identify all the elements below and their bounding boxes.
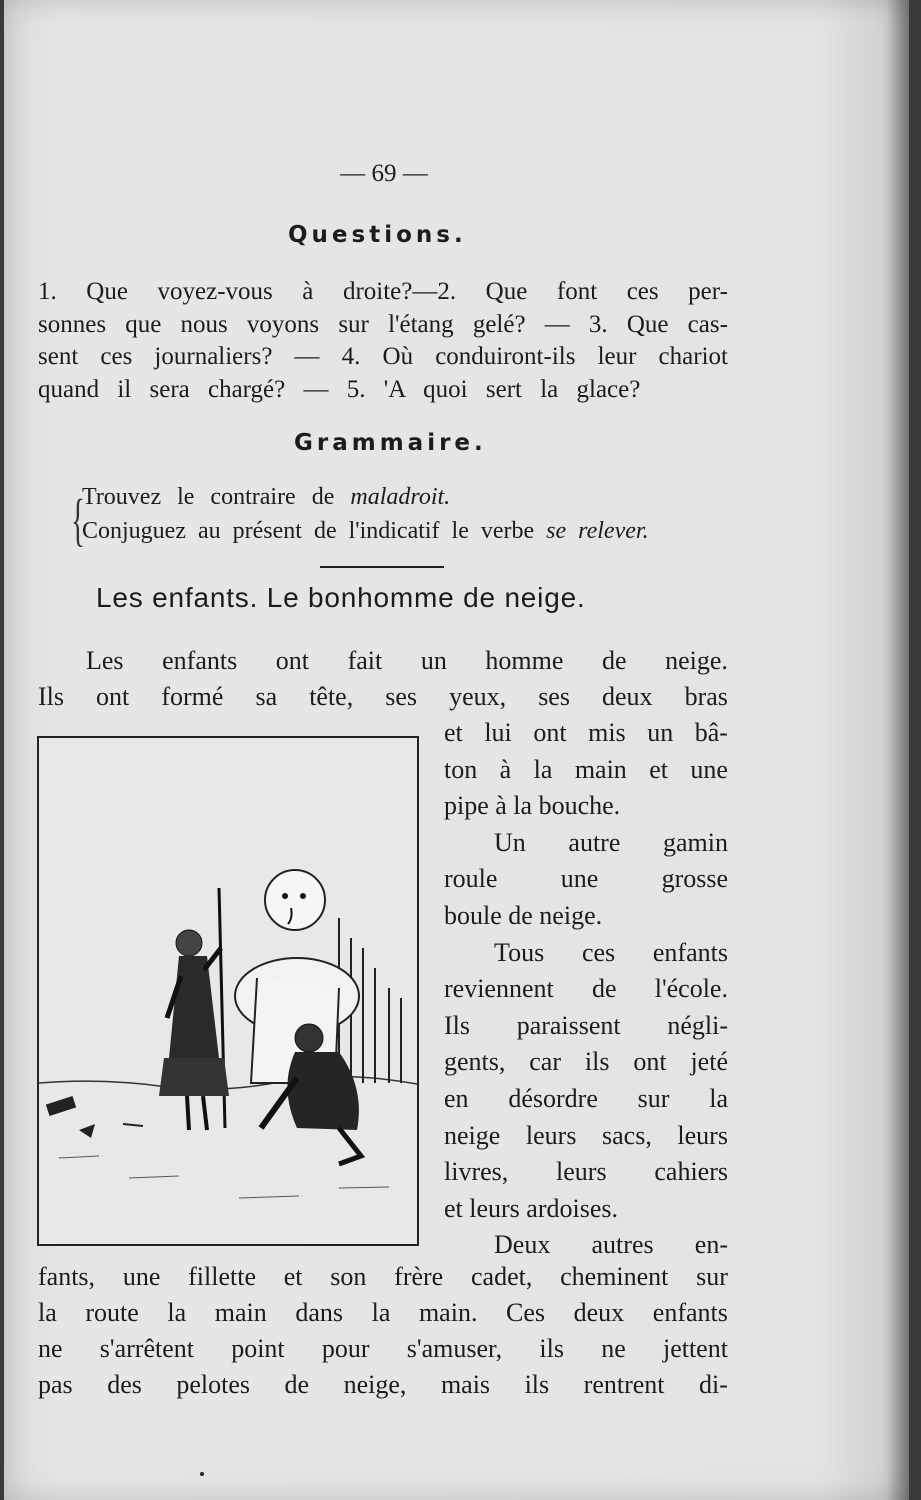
snowman-drawing <box>39 738 417 1244</box>
body-line: pipe à la bouche. <box>444 791 621 821</box>
body-line: Un autre gamin <box>494 827 728 857</box>
question-line: quand il sera chargé? — 5. 'A quoi sert la glace? <box>38 376 641 403</box>
grammar-exercise-1: Trouvez le contraire de maladroit. <box>82 484 451 510</box>
body-line: Les enfants ont fait un homme de neige. <box>86 646 728 675</box>
body-line: Deux autres en- <box>494 1230 728 1260</box>
body-line: gents, car ils ont jeté <box>444 1047 728 1077</box>
body-line: pas des pelotes de neige, mais ils rentrent di- <box>38 1370 728 1399</box>
body-line: neige leurs sacs, leurs <box>444 1120 728 1150</box>
question-line: sent ces journaliers? — 4. Où conduiront-ils leur chariot <box>38 343 728 370</box>
body-line: en désordre sur la <box>444 1084 728 1113</box>
body-line: et lui ont mis un bâ- <box>444 718 728 747</box>
snowman-illustration <box>37 736 419 1246</box>
grammar-exercise-2: Conjuguez au présent de l'indicatif le verbe se relever. <box>82 518 649 544</box>
body-line: roule une grosse <box>444 864 728 894</box>
body-line: livres, leurs cahiers <box>444 1157 728 1187</box>
grammaire-heading: Grammaire. <box>294 430 487 456</box>
body-line: Ils ont formé sa tête, ses yeux, ses deux bras <box>38 682 728 711</box>
body-line: ne s'arrêtent point pour s'amuser, ils ne jettent <box>38 1334 728 1363</box>
question-line: 1. Que voyez-vous à droite?—2. Que font ces per- <box>38 278 728 305</box>
body-line: la route la main dans la main. Ces deux enfants <box>38 1298 728 1327</box>
questions-heading: Questions. <box>288 222 467 248</box>
body-line: reviennent de l'école. <box>444 974 728 1004</box>
grammar-brace: { <box>70 487 85 552</box>
question-line: sonnes que nous voyons sur l'étang gelé? — 3. Que cas- <box>38 311 728 338</box>
page-speck <box>200 1472 204 1476</box>
section-divider <box>320 566 444 568</box>
book-page <box>4 0 909 1500</box>
body-line: ton à la main et une <box>444 754 728 784</box>
body-line: et leurs ardoises. <box>444 1193 619 1223</box>
page-number: — 69 — <box>340 160 428 187</box>
body-line: Tous ces enfants <box>494 937 728 967</box>
body-line: Ils paraissent négli- <box>444 1010 728 1040</box>
section-title: Les enfants. Le bonhomme de neige. <box>96 582 586 613</box>
body-line: boule de neige. <box>444 901 603 930</box>
body-line: fants, une fillette et son frère cadet, cheminent sur <box>38 1262 728 1291</box>
